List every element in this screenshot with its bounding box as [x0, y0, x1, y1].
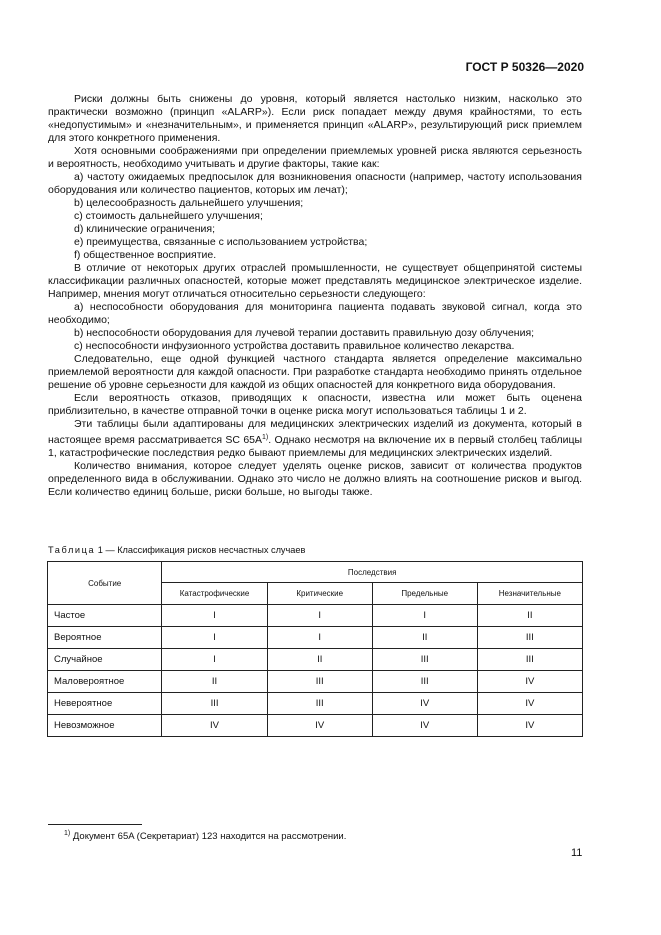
risk-cell: II: [162, 671, 267, 693]
paragraph: Если вероятность отказов, приводящих к опасности, известна или может быть оценена приблизительно, в качестве отправной точки в оценке риска могут использоваться таблицы 1 и 2.: [48, 392, 582, 417]
risk-cell: IV: [372, 715, 477, 737]
body-text: [48, 93, 582, 499]
risk-cell: III: [477, 649, 582, 671]
table-caption: [48, 545, 305, 555]
footnote-reference: 1): [262, 434, 269, 441]
table-row: [48, 605, 583, 627]
table-row: [48, 627, 583, 649]
event-cell: Частое: [48, 605, 162, 627]
paragraph-adapted: [48, 418, 582, 460]
event-column-header: Событие: [48, 562, 162, 605]
risk-cell: III: [267, 671, 372, 693]
risk-cell: III: [162, 693, 267, 715]
paragraph: Следовательно, еще одной функцией частного стандарта является определение максимально приемлемой вероятности для каждой опасности. При разработке стандарта необходимо принять отдельное решение об уровне серьезности для каждой из общих опасностей для конкретного вида оборудования.: [48, 353, 582, 391]
table-row: [48, 671, 583, 693]
paragraph: Риски должны быть снижены до уровня, который является настолько низким, насколько это практически возможно (принцип «ALARP»). Если риск попадает между двумя крайностями, то есть «недопустимым» и «незначительным», и применяется принцип «ALARP», результирующий риск приемлем для этого конкретного применения.: [48, 93, 582, 144]
event-cell: Случайное: [48, 649, 162, 671]
text-run: . Однако несмотря на включение их в первый столбец таблицы 1, катастрофические последствия редко бывают приемлемы для медицинских электрических изделий.: [48, 434, 583, 459]
table-row: [48, 715, 583, 737]
risk-cell: II: [372, 627, 477, 649]
list-item: c) стоимость дальнейшего улучшения;: [74, 210, 263, 222]
list-item: c) неспособности инфузионного устройства доставить правильное количество лекарства.: [74, 340, 515, 352]
paragraph: Количество внимания, которое следует уделять оценке рисков, зависит от количества продуктов определенного вида в обслуживании. Однако это число не должно влиять на соотношение рисков и выгод. Если количество единиц больше, риски больше, но выгоды также.: [48, 460, 582, 498]
risk-cell: II: [477, 605, 582, 627]
list-item: b) целесообразность дальнейшего улучшения;: [74, 197, 304, 209]
table-row: [48, 649, 583, 671]
footnote: [64, 830, 346, 842]
document-header: ГОСТ Р 50326—2020: [465, 60, 584, 74]
column-header: Предельные: [372, 583, 477, 605]
risk-cell: I: [267, 605, 372, 627]
list-item: a) частоту ожидаемых предпосылок для возникновения опасности (например, частоту использования оборудования или количество пациентов, которых им лечат);: [48, 171, 582, 196]
table-caption-label: Таблица: [48, 545, 96, 555]
event-cell: Невозможное: [48, 715, 162, 737]
risk-cell: III: [267, 693, 372, 715]
table-caption-title: 1 — Классификация рисков несчастных случаев: [95, 545, 306, 555]
risk-cell: III: [372, 649, 477, 671]
risk-cell: III: [372, 671, 477, 693]
list-item: d) клинические ограничения;: [74, 223, 215, 235]
list-item: a) неспособности оборудования для мониторинга пациента подавать звуковой сигнал, когда это необходимо;: [48, 301, 582, 326]
event-cell: Маловероятное: [48, 671, 162, 693]
footnote-text: Документ 65A (Секретариат) 123 находится на рассмотрении.: [70, 831, 347, 842]
event-cell: Вероятное: [48, 627, 162, 649]
table-row: [48, 693, 583, 715]
paragraph: В отличие от некоторых других отраслей промышленности, не существует общепринятой системы классификации различных опасностей, которые может представлять медицинское электрическое изделие. Например, мнения могут отличаться относительно серьезности следующего:: [48, 262, 582, 300]
page-number: 11: [571, 847, 583, 859]
list-item: f) общественное восприятие.: [74, 249, 217, 261]
risk-cell: III: [477, 627, 582, 649]
risk-cell: IV: [162, 715, 267, 737]
risk-cell: IV: [477, 693, 582, 715]
list-item: b) неспособности оборудования для лучевой терапии доставить правильную дозу облучения;: [74, 327, 535, 339]
risk-cell: IV: [477, 671, 582, 693]
event-cell: Невероятное: [48, 693, 162, 715]
column-header: Катастрофические: [162, 583, 267, 605]
risk-cell: I: [267, 627, 372, 649]
risk-cell: I: [372, 605, 477, 627]
risk-cell: II: [267, 649, 372, 671]
risk-cell: IV: [267, 715, 372, 737]
footnote-separator: [48, 824, 142, 825]
paragraph: Хотя основными соображениями при определении приемлемых уровней риска являются серьезность и вероятность, необходимо учитывать и другие факторы, такие как:: [48, 145, 582, 170]
column-header: Незначительные: [477, 583, 582, 605]
text-run: Эти таблицы были адаптированы для медицинских электрических изделий из документа, который в настоящее время рассматривается SC 65A: [48, 418, 582, 446]
risk-cell: I: [162, 627, 267, 649]
risk-cell: I: [162, 605, 267, 627]
list-item: e) преимущества, связанные с использованием устройства;: [74, 236, 368, 248]
footnote-mark: 1): [64, 830, 71, 837]
risk-cell: I: [162, 649, 267, 671]
consequences-header: Последствия: [162, 562, 583, 583]
risk-cell: IV: [372, 693, 477, 715]
column-header: Критические: [267, 583, 372, 605]
risk-classification-table: [47, 561, 583, 737]
risk-cell: IV: [477, 715, 582, 737]
